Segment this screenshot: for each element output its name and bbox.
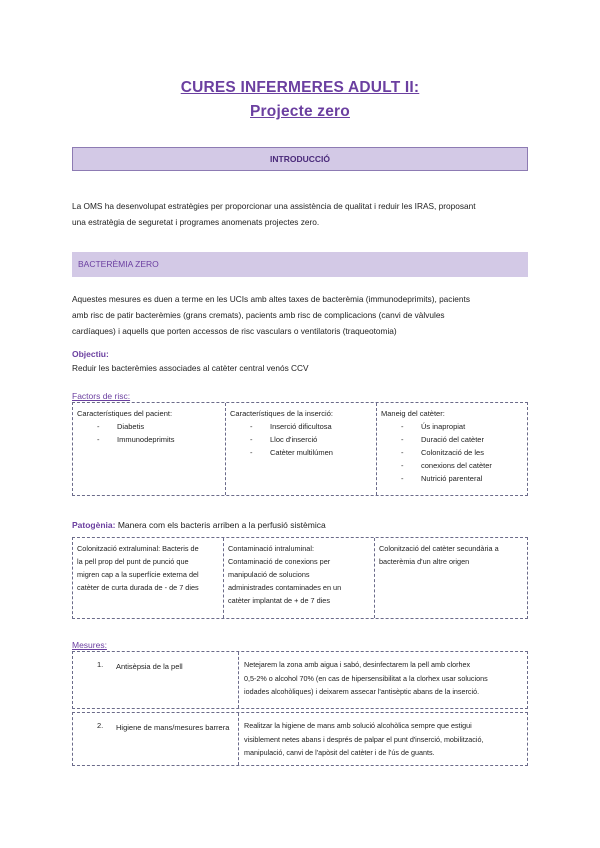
measure-name: Antisèpsia de la pell [116,662,183,671]
pathogenesis-label-text: Manera com els bacteris arriben a la perfusió sistèmica [115,520,326,530]
risk-item: - Ús inapropiat [381,420,523,433]
bacteremia-line: cardíaques) i aquells que porten accessos de risc vasculars o ventilatoris (traqueotomia) [72,326,397,336]
measure-description-line: Netejarem la zona amb aigua i sabó, desinfectarem la pell amb clorhex [244,660,471,669]
risk-column-head: Característiques de la inserció: [230,409,333,418]
risk-factors-label: Factors de risc: [72,391,131,401]
pathogenesis-table [72,537,528,619]
pathogenesis-line: Colonització extraluminal: Bacteris de [77,544,199,553]
pathogenesis-line: Contaminació intraluminal: [228,544,314,553]
risk-item: - Diabetis [77,420,221,433]
measure-description-line: iodades alcohòliques) i deixarem assecar l'antisèptic abans de la inserció. [244,687,480,696]
risk-item: - Duració del catèter [381,433,523,446]
risk-item: - Colonització de les [381,446,523,459]
risk-column-patient [73,403,226,495]
objective-label: Objectiu: [72,349,109,359]
intro-heading: INTRODUCCIÓ [72,147,528,171]
measure-number: 1. [97,660,104,669]
measure-description-line: manipulació, canvi de l'apòsit del catèter i de l'ús de guants. [244,748,435,757]
risk-item: - Nutrició parenteral [381,472,523,485]
bacteremia-paragraph [72,291,528,339]
document-title: CURES INFERMERES ADULT II: [180,79,420,96]
pathogenesis-line: catèter de curta durada de - de 7 dies [77,583,199,592]
objective-text: Reduir les bacterèmies associades al catèter central venós CCV [72,363,309,373]
intro-line: una estratègia de seguretat i programes anomenats projectes zero. [72,217,320,227]
measure-divider [238,652,239,708]
measure-number: 2. [97,721,104,730]
measure-description [244,719,526,760]
pathogenesis-line: administrades contaminades en un [228,583,342,592]
pathogenesis-column-extraluminal [73,538,224,618]
bacteremia-line: amb risc de patir bacterèmies (grans cremats), pacients amb risc de complicacions (canvi de vàlvules [72,310,445,320]
risk-item: - Catèter multilúmen [230,446,372,459]
pathogenesis-line: catèter implantat de + de 7 dies [228,596,331,605]
pathogenesis-label [72,520,326,530]
measure-description-line: 0,5-2% o alcohol 70% (en cas de hipersensibilitat a la clorhex usar solucions [244,673,488,683]
bacteremia-heading: BACTERÈMIA ZERO [72,252,528,277]
intro-line: La OMS ha desenvolupat estratègies per proporcionar una assistència de qualitat i reduir les IRAS, proposant [72,201,476,211]
measure-divider [238,713,239,765]
risk-item: - Immunodeprimits [77,433,221,446]
risk-item: - Inserció dificultosa [230,420,372,433]
pathogenesis-line: migren cap a la superfície externa del [77,570,199,579]
pathogenesis-label-title: Patogènia: [72,520,116,530]
pathogenesis-line: Colonització del catèter secundària a [379,544,499,553]
measures-label: Mesures: [72,640,107,650]
pathogenesis-column-intraluminal [224,538,375,618]
risk-column-insertion [226,403,377,495]
pathogenesis-line: la pell prop del punt de punció que [77,557,189,566]
risk-column-head: Maneig del catèter: [381,409,445,418]
pathogenesis-line: bacterèmia d'un altre origen [379,557,470,566]
pathogenesis-line: Contaminació de conexions per [228,557,331,566]
measure-description-line: visiblement netes abans i després de palpar el punt d'inserció, mobilització, [244,734,484,744]
intro-paragraph [72,198,528,230]
measure-name: Higiene de mans/mesures barrera [116,723,230,732]
risk-item-continuation: - conexions del catèter [381,459,523,472]
risk-factors-table [72,402,528,496]
pathogenesis-line: manipulació de solucions [228,570,310,579]
risk-column-handling [377,403,527,495]
bacteremia-line: Aquestes mesures es duen a terme en les UCIs amb altes taxes de bacterèmia (immunodeprimits), pacients [72,294,470,304]
measure-row [72,651,528,709]
risk-item: - Lloc d'inserció [230,433,372,446]
document-subtitle: Projecte zero [250,103,350,120]
measure-description [244,658,526,699]
risk-column-head: Característiques del pacient: [77,409,173,418]
measure-row [72,712,528,766]
measure-description-line: Realitzar la higiene de mans amb solució alcohòlica sempre que estigui [244,721,472,730]
pathogenesis-column-secondary [375,538,527,618]
